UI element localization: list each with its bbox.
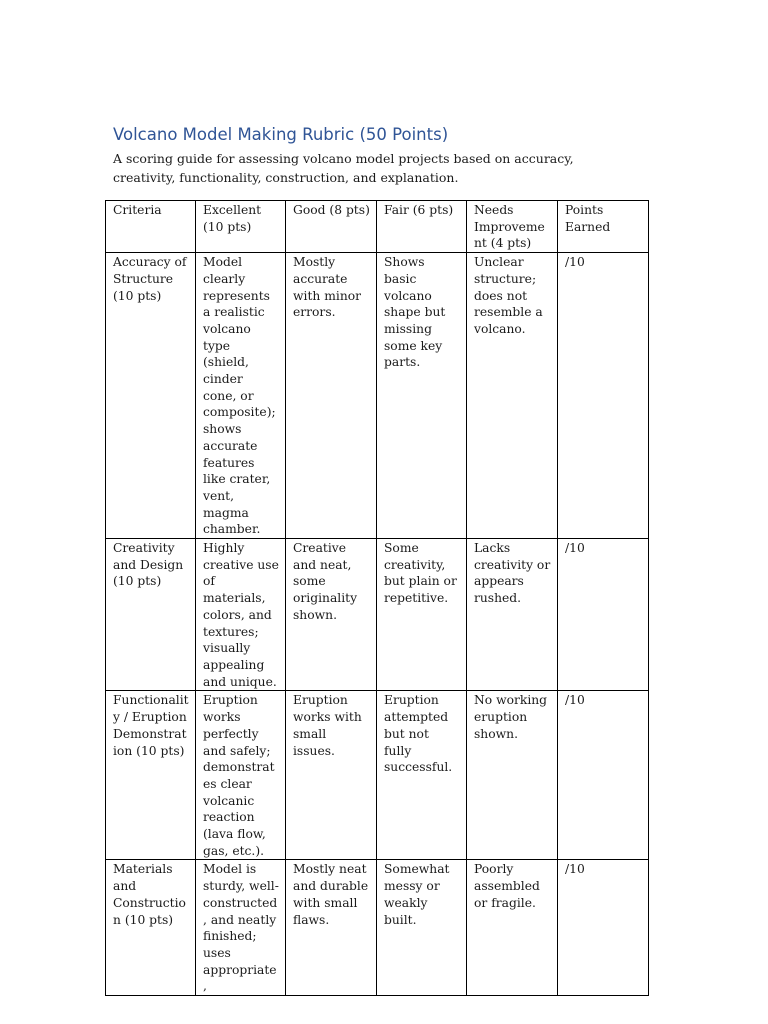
points-earned-cell: /10 (558, 253, 649, 539)
excellent-cell: Eruption works perfectly and safely; demonstrates clear volcanic reaction (lava flow, gas, etc.). (196, 691, 286, 860)
points-earned-cell: /10 (558, 691, 649, 860)
excellent-cell: Model clearly represents a realistic volcano type (shield, cinder cone, or composite); shows accurate features like crater, vent, magma chamber. (196, 253, 286, 539)
excellent-cell: Highly creative use of materials, colors, and textures; visually appealing and unique. (196, 539, 286, 691)
points-earned-cell: /10 (558, 860, 649, 996)
table-header-row (106, 201, 649, 253)
needs-improvement-cell: Unclear structure; does not resemble a volcano. (467, 253, 558, 539)
criteria-cell: Functionality / Eruption Demonstration (10 pts) (106, 691, 196, 860)
good-cell: Eruption works with small issues. (286, 691, 377, 860)
table-row (106, 860, 649, 996)
criteria-cell: Materials and Construction (10 pts) (106, 860, 196, 996)
good-cell: Mostly neat and durable with small flaws. (286, 860, 377, 996)
header-criteria: Criteria (106, 201, 196, 253)
header-needs-improvement: Needs Improvement (4 pts) (467, 201, 558, 253)
table-row (106, 253, 649, 539)
fair-cell: Somewhat messy or weakly built. (377, 860, 467, 996)
document-title: Volcano Model Making Rubric (50 Points) (113, 125, 449, 144)
table-row (106, 691, 649, 860)
needs-improvement-cell: Lacks creativity or appears rushed. (467, 539, 558, 691)
good-cell: Creative and neat, some originality shown. (286, 539, 377, 691)
header-points-earned: Points Earned (558, 201, 649, 253)
document-subtitle: A scoring guide for assessing volcano model projects based on accuracy, creativity, functionality, construction, and explanation. (113, 151, 574, 185)
rubric-table (105, 200, 649, 996)
criteria-cell: Accuracy of Structure (10 pts) (106, 253, 196, 539)
fair-cell: Eruption attempted but not fully successful. (377, 691, 467, 860)
needs-improvement-cell: No working eruption shown. (467, 691, 558, 860)
good-cell: Mostly accurate with minor errors. (286, 253, 377, 539)
fair-cell: Some creativity, but plain or repetitive. (377, 539, 467, 691)
criteria-cell: Creativity and Design (10 pts) (106, 539, 196, 691)
fair-cell: Shows basic volcano shape but missing some key parts. (377, 253, 467, 539)
excellent-cell: Model is sturdy, well-constructed, and neatly finished; uses appropriate, (196, 860, 286, 996)
header-good: Good (8 pts) (286, 201, 377, 253)
header-excellent: Excellent (10 pts) (196, 201, 286, 253)
header-fair: Fair (6 pts) (377, 201, 467, 253)
table-row (106, 539, 649, 691)
points-earned-cell: /10 (558, 539, 649, 691)
needs-improvement-cell: Poorly assembled or fragile. (467, 860, 558, 996)
